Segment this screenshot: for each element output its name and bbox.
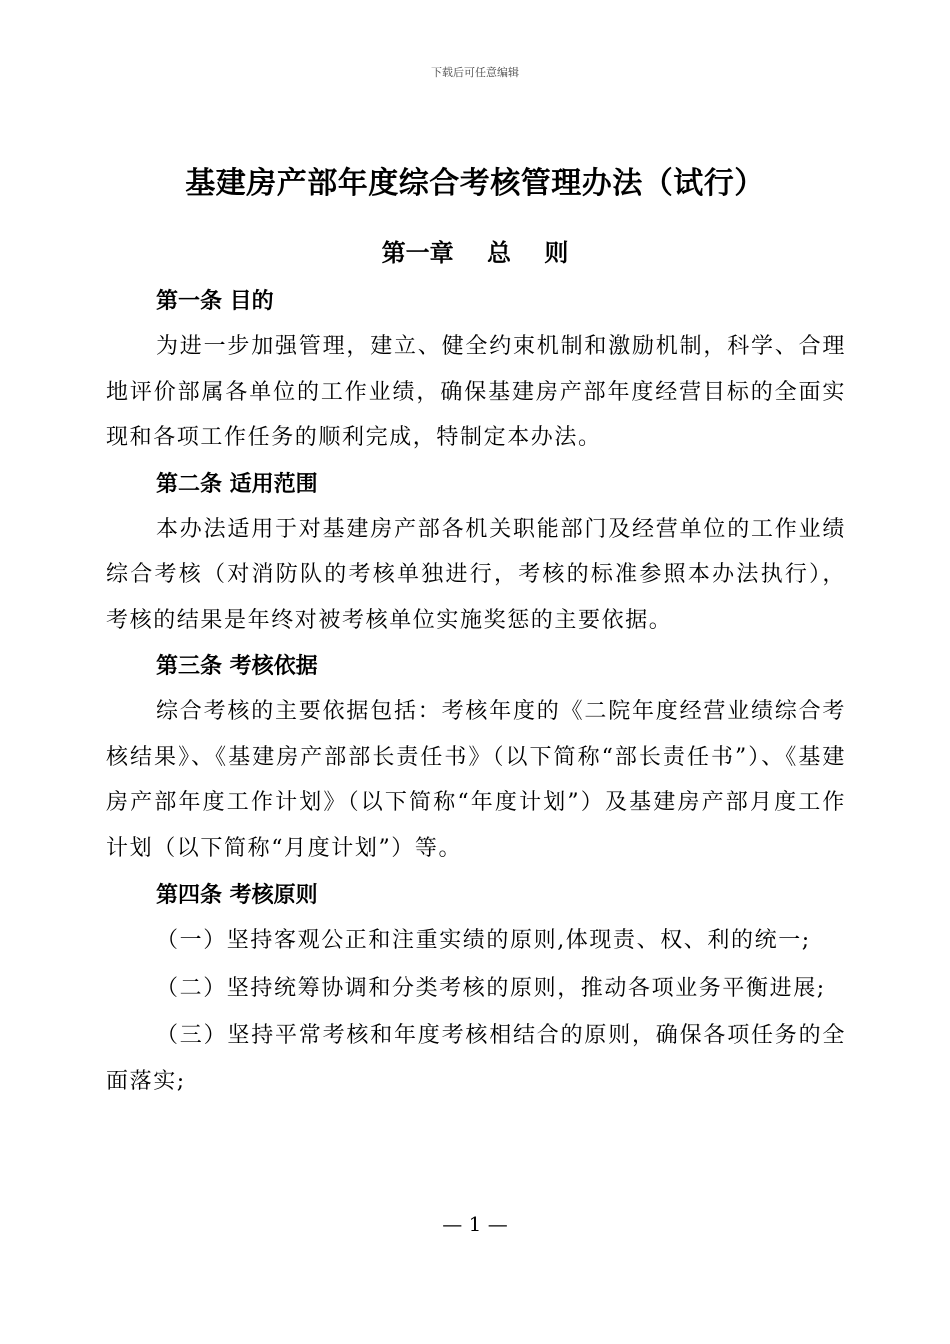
article-1-heading: 第一条 目的: [156, 289, 274, 314]
article-4-item-2: （二）坚持统筹协调和分类考核的原则，推动各项业务平衡进展;: [156, 975, 826, 1001]
article-3-paragraph: 综合考核的主要依据包括：考核年度的《二院年度经营业绩综合考核结果》、《基建房产部部长责任书》（以下简称“部长责任书”）、《基建房产部年度工作计划》（以下简称“年度计划”）及基建房产部月度工作计划（以下简称“月度计划”）等。: [106, 699, 846, 861]
article-3-heading: 第三条 考核依据: [156, 654, 318, 679]
article-4-item-1: （一）坚持客观公正和注重实绩的原则,体现责、权、利的统一;: [156, 928, 811, 953]
document-title: 基建房产部年度综合考核管理办法（试行）: [185, 166, 765, 201]
article-2-heading: 第二条 适用范围: [156, 471, 318, 497]
article-4-item-3: （三）坚持平常考核和年度考核相结合的原则，确保各项任务的全面落实;: [106, 1023, 846, 1094]
article-2-paragraph: 本办法适用于对基建房产部各机关职能部门及经营单位的工作业绩综合考核（对消防队的考核单独进行，考核的标准参照本办法执行），考核的结果是年终对被考核单位实施奖惩的主要依据。: [106, 516, 846, 633]
page-number: — 1 —: [442, 1212, 508, 1236]
document-body: [106, 280, 846, 1104]
article-4-heading: 第四条 考核原则: [156, 883, 318, 908]
article-1-paragraph: 为进一步加强管理，建立、健全约束机制和激励机制，科学、合理地评价部属各单位的工作业绩，确保基建房产部年度经营目标的全面实现和各项工作任务的顺利完成，特制定本办法。: [106, 334, 846, 450]
chapter-heading: 第一章 总 则: [381, 239, 569, 267]
header-note: 下载后可任意编辑: [431, 66, 519, 79]
